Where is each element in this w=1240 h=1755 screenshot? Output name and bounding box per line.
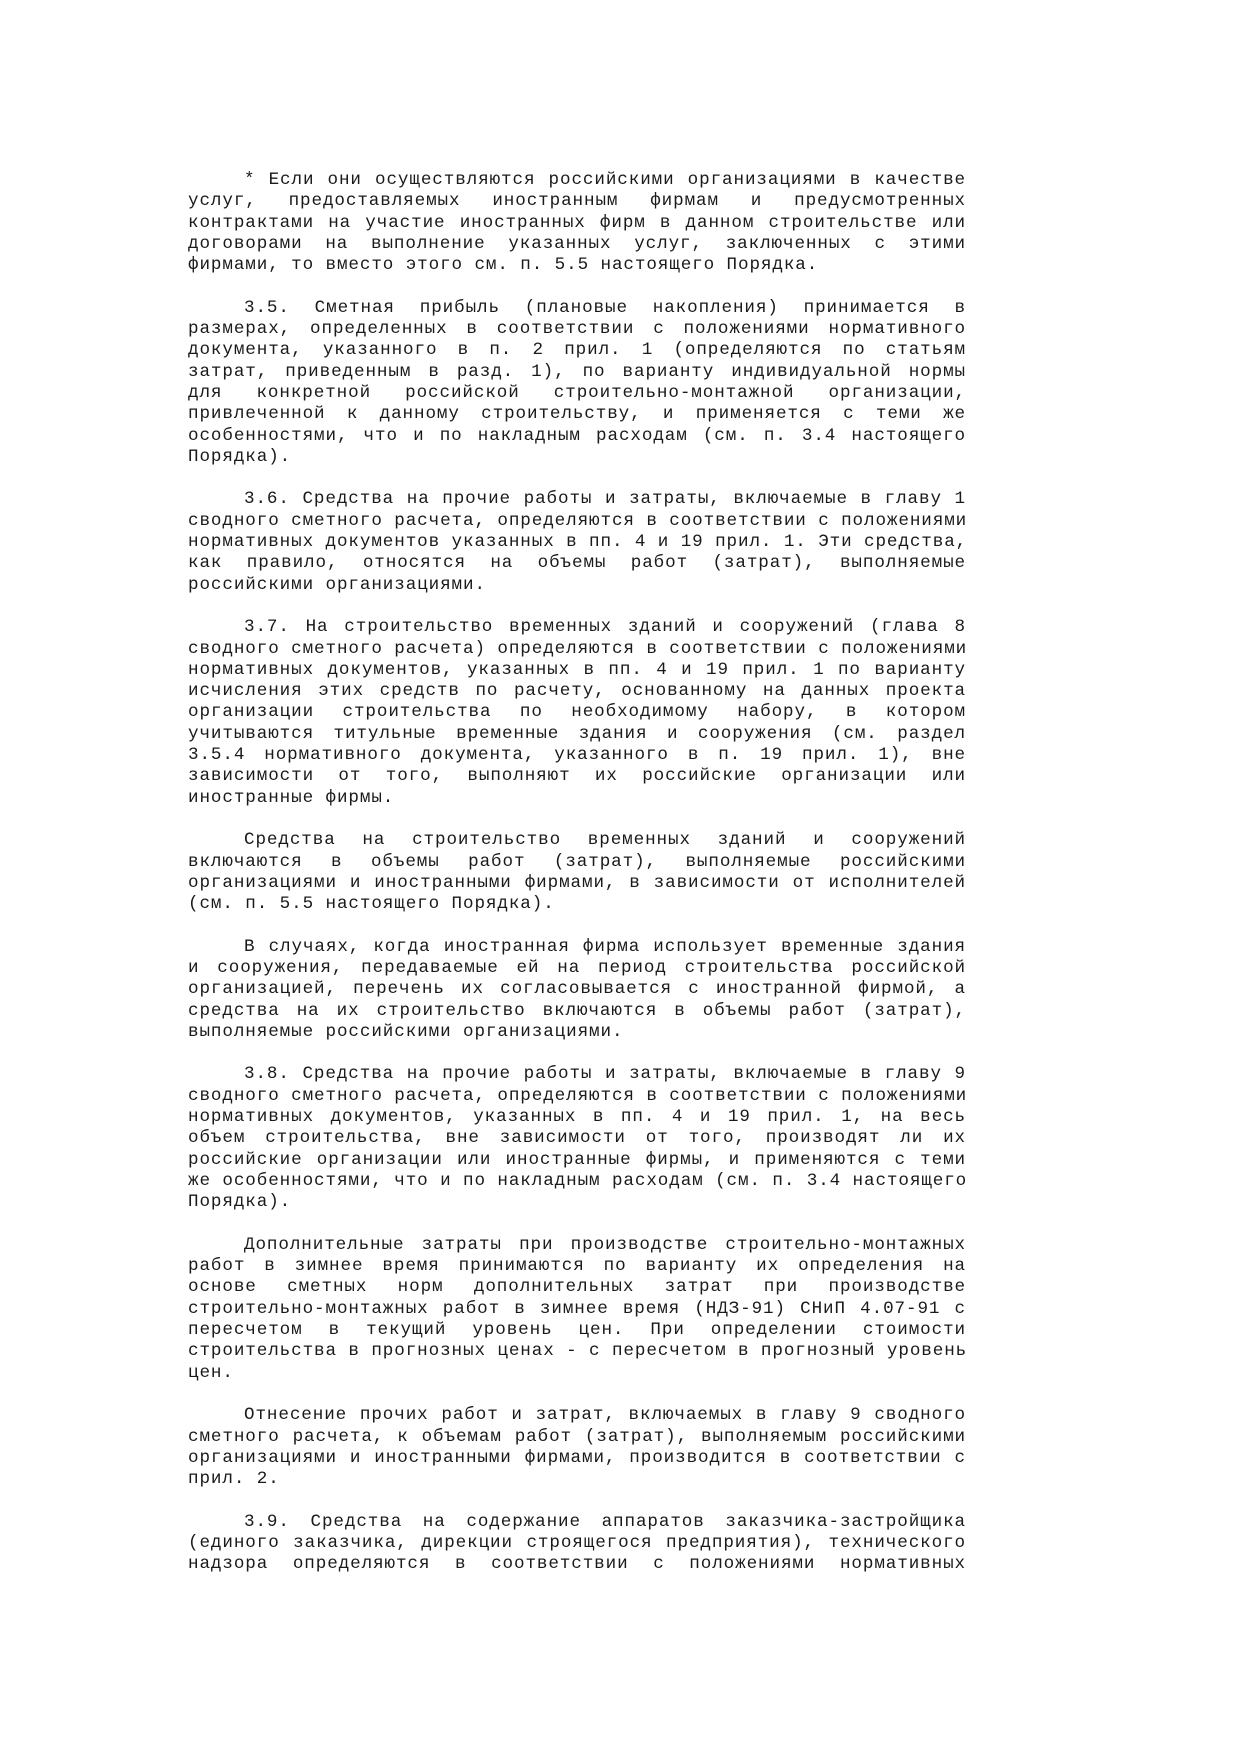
text-line: услуг, предоставляемых иностранным фирмам и предусмотренных xyxy=(188,191,966,212)
text-line: как правило, относятся на объемы работ (затрат), выполняемые xyxy=(188,553,966,574)
text-line: особенностями, что и по накладным расходам (см. п. 3.4 настоящего xyxy=(188,425,966,446)
text-line: нормативных документов, указанных в пп. 4 и 19 прил. 1 по варианту xyxy=(188,659,966,680)
paragraph-p3-7 xyxy=(188,617,966,809)
paragraph-p3-8 xyxy=(188,1064,966,1213)
text-line: для конкретной российской строительно-монтажной организации, xyxy=(188,382,966,403)
text-line: 3.9. Средства на содержание аппаратов заказчика-застройщика xyxy=(244,1511,966,1532)
text-line: привлеченной к данному строительству, и применяется с теми же xyxy=(188,404,966,425)
text-line: * Если они осуществляются российскими организациями в качестве xyxy=(244,170,966,190)
text-line: строительно-монтажных работ в зимнее время (НДЗ-91) СНиП 4.07-91 с xyxy=(188,1298,966,1319)
text-line: нормативных документов, указанных в пп. 4 и 19 прил. 1, на весь xyxy=(188,1107,966,1128)
text-line: строительства в прогнозных ценах - с пересчетом в прогнозный уровень xyxy=(188,1341,968,1362)
text-line: нормативных документов указанных в пп. 4 и 19 прил. 1. Эти средства, xyxy=(188,532,968,553)
text-line: организациями и иностранными фирмами, в зависимости от исполнителей xyxy=(188,872,966,893)
text-line: фирмами, то вместо этого см. п. 5.5 настоящего Порядка. xyxy=(188,255,819,276)
text-line: российские организации или иностранные фирмы, и применяются с теми xyxy=(188,1149,966,1170)
text-line: организации строительства по необходимому набору, в котором xyxy=(188,702,966,723)
text-line: 3.8. Средства на прочие работы и затраты, включаемые в главу 9 xyxy=(244,1064,966,1085)
text-line: договорами на выполнение указанных услуг, заключенных с этими xyxy=(188,233,966,254)
text-line: работ в зимнее время принимаются по варианту их определения на xyxy=(188,1256,966,1277)
text-line: зависимости от того, выполняют их российские организации или xyxy=(188,766,966,787)
text-line: 3.6. Средства на прочие работы и затраты, включаемые в главу 1 xyxy=(244,489,966,510)
document-page xyxy=(188,170,966,1597)
text-line: учитываются титульные временные здания и сооружения (см. раздел xyxy=(188,723,966,744)
text-line: Порядка). xyxy=(188,446,292,467)
text-line: сметного расчета, к объемам работ (затрат), выполняемым российскими xyxy=(188,1426,966,1447)
paragraph-p-foreign-use xyxy=(188,937,966,1043)
paragraph-p-temp-funds xyxy=(188,830,966,915)
text-line: Порядка). xyxy=(188,1192,292,1213)
text-line: основе сметных норм дополнительных затрат при производстве xyxy=(188,1277,966,1298)
text-line: размерах, определенных в соответствии с положениями нормативного xyxy=(188,319,966,340)
paragraph-footnote xyxy=(188,170,966,276)
text-line: и сооружения, передаваемые ей на период строительства российской xyxy=(188,957,966,978)
text-line: документа, указанного в п. 2 прил. 1 (определяются по статьям xyxy=(188,340,966,361)
text-line: 3.5. Сметная прибыль (плановые накопления) принимается в xyxy=(244,297,966,318)
text-line: 3.5.4 нормативного документа, указанного в п. 19 прил. 1), вне xyxy=(188,745,966,766)
text-line: прил. 2. xyxy=(188,1469,280,1490)
paragraph-p-winter xyxy=(188,1235,966,1384)
text-line: В случаях, когда иностранная фирма использует временные здания xyxy=(244,936,966,957)
text-line: цен. xyxy=(188,1362,234,1383)
text-line: Средства на строительство временных зданий и сооружений xyxy=(244,830,966,851)
text-line: Дополнительные затраты при производстве строительно-монтажных xyxy=(244,1234,966,1255)
text-line: затрат, приведенным в разд. 1), по варианту индивидуальной нормы xyxy=(188,361,966,382)
text-line: (единого заказчика, дирекции строящегося предприятия), технического xyxy=(188,1533,966,1553)
text-line: объем строительства, вне зависимости от того, производят ли их xyxy=(188,1128,966,1149)
text-line: организацией, перечень их согласовывается с иностранной фирмой, а xyxy=(188,979,966,1000)
text-line: средства на их строительство включаются в объемы работ (затрат), xyxy=(188,1000,966,1021)
text-line: сводного сметного расчета, определяются в соответствии с положениями xyxy=(188,510,968,531)
text-line: сводного сметного расчета) определяются в соответствии с положениями xyxy=(188,638,968,659)
text-line: иностранные фирмы. xyxy=(188,787,395,808)
text-line: организациями и иностранными фирмами, производится в соответствии с xyxy=(188,1447,966,1468)
text-line: исчисления этих средств по расчету, основанному на данных проекта xyxy=(188,681,966,702)
text-line: 3.7. На строительство временных зданий и сооружений (глава 8 xyxy=(244,617,966,638)
text-line: сводного сметного расчета, определяются в соответствии с положениями xyxy=(188,1085,968,1106)
text-line: контрактами на участие иностранных фирм в данном строительстве или xyxy=(188,212,966,233)
paragraph-p3-6 xyxy=(188,489,966,595)
text-line: Отнесение прочих работ и затрат, включаемых в главу 9 сводного xyxy=(244,1405,966,1426)
paragraph-p-allocation xyxy=(188,1405,966,1490)
text-line: пересчетом в текущий уровень цен. При определении стоимости xyxy=(188,1320,966,1341)
text-line: включаются в объемы работ (затрат), выполняемые российскими xyxy=(188,851,966,872)
paragraph-p3-5 xyxy=(188,298,966,468)
text-line: же особенностями, что и по накладным расходам (см. п. 3.4 настоящего xyxy=(188,1170,968,1191)
text-line: (см. п. 5.5 настоящего Порядка). xyxy=(188,894,555,915)
text-line: надзора определяются в соответствии с положениями нормативных xyxy=(188,1554,966,1575)
text-line: выполняемые российскими организациями. xyxy=(188,1021,624,1042)
text-line: российскими организациями. xyxy=(188,574,486,595)
paragraph-p3-9 xyxy=(188,1512,966,1576)
